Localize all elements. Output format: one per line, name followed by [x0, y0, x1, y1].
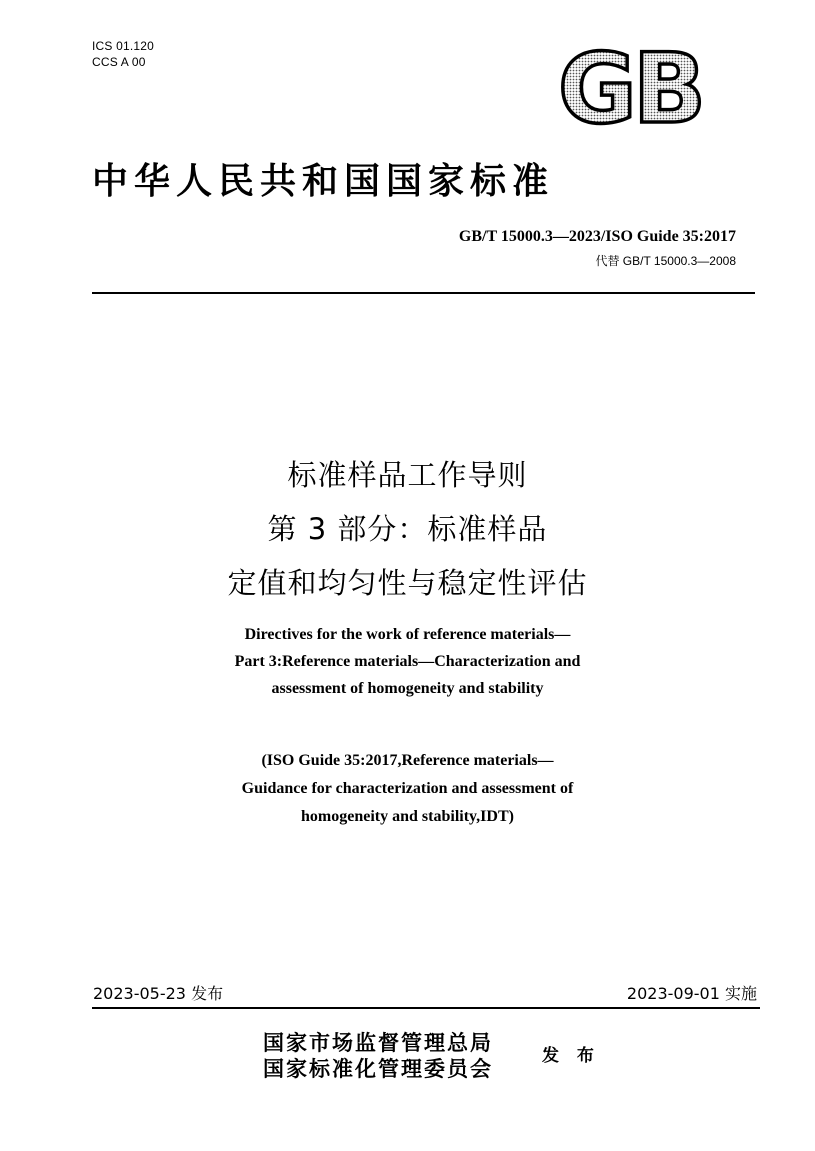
iso-reference-line-1: (ISO Guide 35:2017,Reference materials— [261, 752, 554, 769]
ics-code: ICS 01.120 [92, 39, 155, 53]
replaces-standard: 代替 GB/T 15000.3—2008 [595, 254, 736, 268]
chinese-title-line-3: 定值和均匀性与稳定性评估 [227, 566, 588, 600]
iso-reference-line-3: homogeneity and stability,IDT) [301, 808, 514, 825]
gb-logo [545, 42, 715, 132]
issuer-samr: 国家市场监督管理总局 [263, 1031, 493, 1055]
english-title-line-3: assessment of homogeneity and stability [271, 680, 544, 697]
publish-label: 发 布 [542, 1046, 600, 1066]
english-title [0, 621, 815, 702]
ccs-code: CCS A 00 [92, 55, 146, 69]
main-title: 中华人民共和国国家标准 [92, 161, 555, 202]
chinese-title [0, 448, 815, 610]
implementation-date: 2023-09-01 实施 [626, 984, 757, 1003]
classification-codes [92, 38, 154, 70]
gb-logo-text: GB [558, 42, 702, 132]
english-title-line-1: Directives for the work of reference materials— [244, 626, 571, 643]
issuer-sac: 国家标准化管理委员会 [263, 1057, 493, 1081]
iso-reference-line-2: Guidance for characterization and assessment of [241, 780, 574, 797]
issuing-organizations [263, 1030, 493, 1082]
iso-reference [0, 747, 815, 831]
top-divider [92, 292, 755, 294]
english-title-line-2: Part 3:Reference materials—Characterization and [234, 653, 581, 670]
bottom-divider [92, 1007, 760, 1009]
chinese-title-line-2: 第 3 部分：标准样品 [267, 512, 548, 546]
chinese-title-line-1: 标准样品工作导则 [287, 458, 528, 492]
issue-date: 2023-05-23 发布 [93, 984, 224, 1003]
standard-number: GB/T 15000.3—2023/ISO Guide 35:2017 [458, 228, 736, 245]
